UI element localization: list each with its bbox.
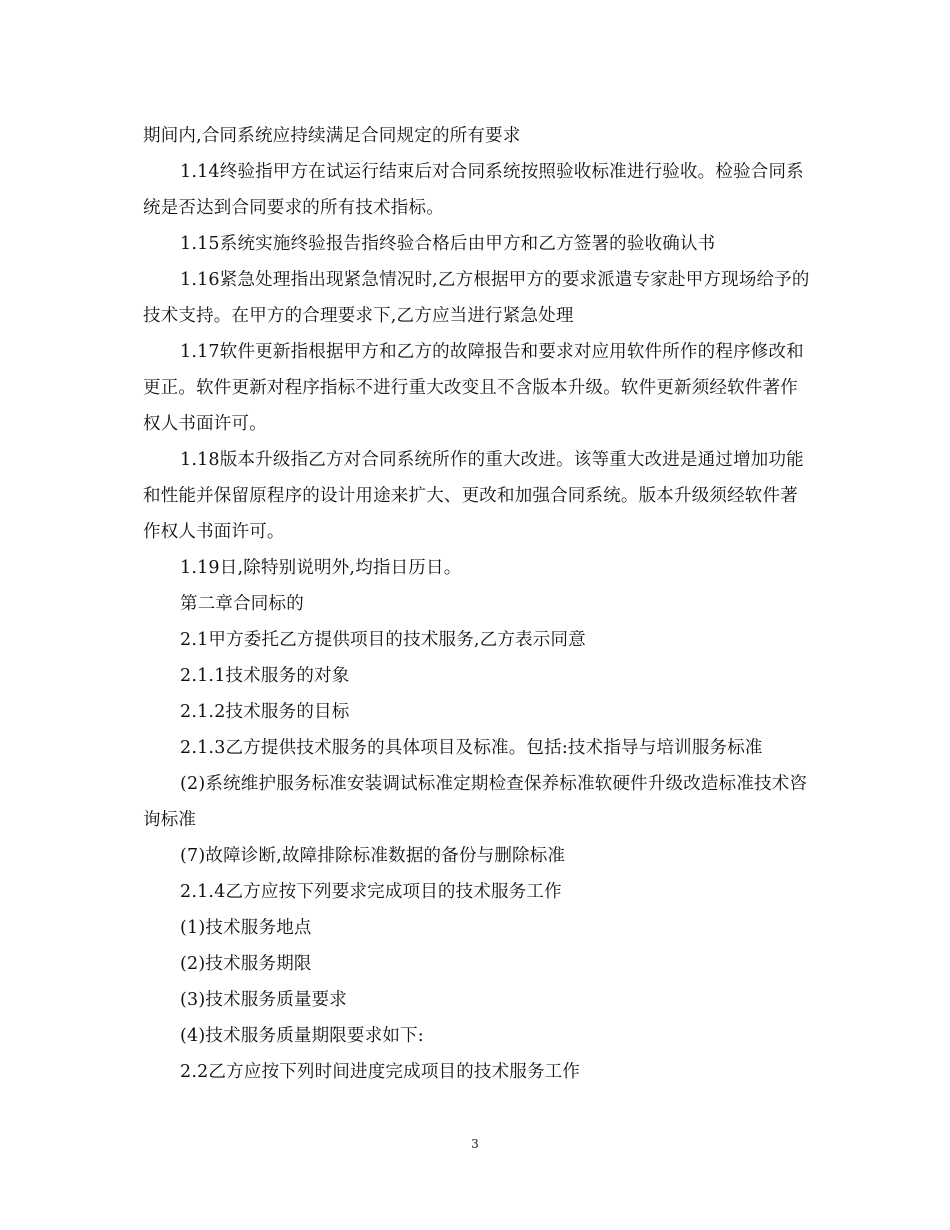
page-number: 3	[471, 1137, 479, 1151]
paragraph-2-1-3: 2.1.3乙方提供技术服务的具体项目及标准。包括:技术指导与培训服务标准	[180, 738, 763, 758]
paragraph-1-16: 1.16紧急处理指出现紧急情况时,乙方根据甲方的要求派遣专家赴甲方现场给予的技术支持。在甲方的合理要求下,乙方应当进行紧急处理	[143, 270, 810, 326]
paragraph-item-2: (2)系统维护服务标准安装调试标准定期检查保养标准软硬件升级改造标准技术咨询标准	[143, 774, 808, 830]
list-item-3: (3)技术服务质量要求	[180, 990, 347, 1010]
paragraph-2-1: 2.1甲方委托乙方提供项目的技术服务,乙方表示同意	[180, 630, 586, 650]
paragraph-1-19: 1.19日,除特别说明外,均指日历日。	[180, 558, 462, 578]
chapter-heading: 第二章合同标的	[180, 594, 304, 614]
paragraph-2-2: 2.2乙方应按下列时间进度完成项目的技术服务工作	[180, 1062, 581, 1082]
paragraph-2-1-2: 2.1.2技术服务的目标	[180, 702, 350, 722]
paragraph-item-7: (7)故障诊断,故障排除标准数据的备份与删除标准	[180, 846, 566, 866]
paragraph-2-1-4: 2.1.4乙方应按下列要求完成项目的技术服务工作	[180, 882, 562, 902]
list-item-4: (4)技术服务质量期限要求如下:	[180, 1026, 424, 1046]
paragraph-1-18: 1.18版本升级指乙方对合同系统所作的重大改进。该等重大改进是通过增加功能和性能并保留原程序的设计用途来扩大、更改和加强合同系统。版本升级须经软件著作权人书面许可。	[143, 450, 804, 542]
document-body	[143, 118, 813, 1090]
paragraph-1-15: 1.15系统实施终验报告指终验合格后由甲方和乙方签署的验收确认书	[180, 234, 716, 254]
paragraph-2-1-1: 2.1.1技术服务的对象	[180, 666, 350, 686]
paragraph-1-14: 1.14终验指甲方在试运行结束后对合同系统按照验收标准进行验收。检验合同系统是否达到合同要求的所有技术指标。	[143, 162, 804, 218]
list-item-2: (2)技术服务期限	[180, 954, 312, 974]
paragraph-1-17: 1.17软件更新指根据甲方和乙方的故障报告和要求对应用软件所作的程序修改和更正。软件更新对程序指标不进行重大改变且不含版本升级。软件更新须经软件著作权人书面许可。	[143, 342, 804, 434]
list-item-1: (1)技术服务地点	[180, 918, 312, 938]
paragraph-continuation: 期间内,合同系统应持续满足合同规定的所有要求	[143, 126, 521, 146]
